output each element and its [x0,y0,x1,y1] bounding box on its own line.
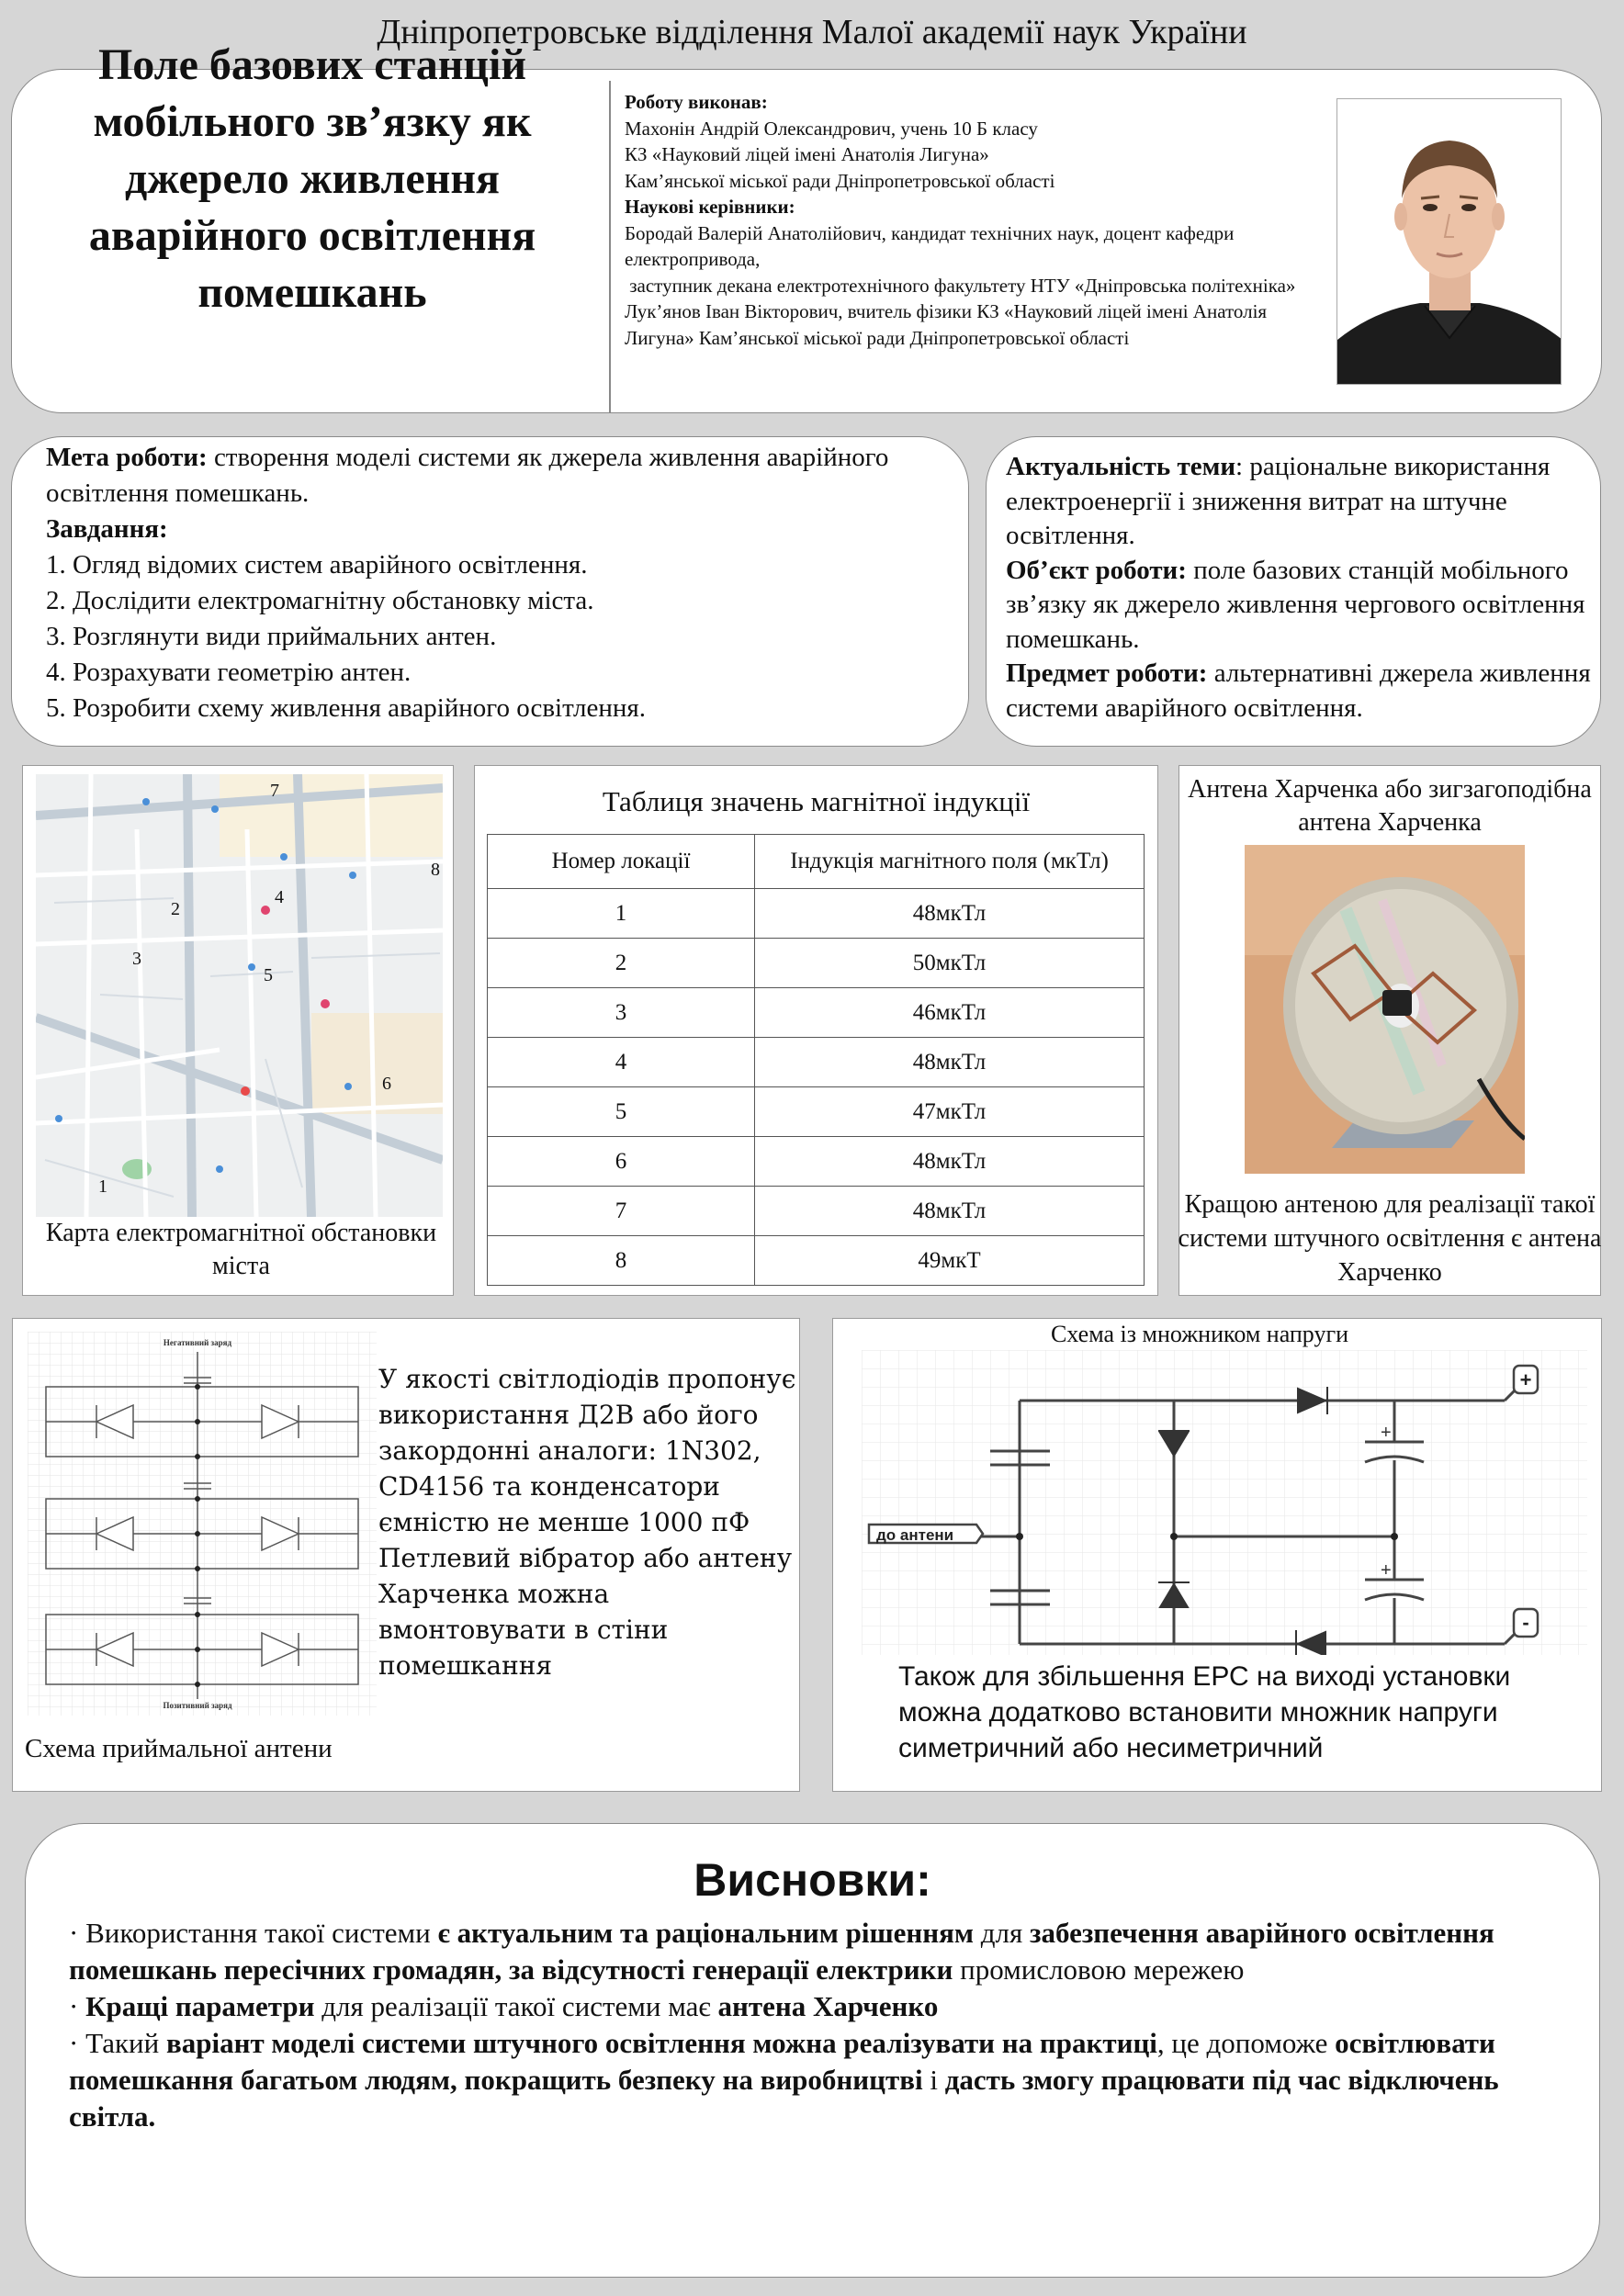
capacitor-polarity: + [1381,1423,1392,1443]
scheme-caption: Схема приймальної антени [25,1734,333,1763]
task-item: 1. Огляд відомих систем аварійного освітлення. [46,550,588,580]
table-row [488,889,1145,939]
antenna-scheme-diagram [28,1332,377,1716]
table-cell: 46мкТл [755,988,1145,1038]
table-cell: 8 [488,1236,755,1286]
positive-charge-label: Позитивний заряд [163,1701,232,1710]
task-item: 2. Дослідити електромагнітну обстановку міста. [46,586,594,615]
antenna-photo [1245,845,1525,1174]
conclusion-emphasis: Кращі параметри [85,1990,315,2022]
title-divider [609,81,611,413]
goal-label: Мета роботи: [46,443,208,472]
induction-table [487,834,1145,1286]
author-block [625,89,1323,351]
map-marker: 3 [132,949,141,969]
author-city: Кам’янської міської ради Дніпропетровської області [625,169,1055,192]
conclusions-title: Висновки: [694,1854,931,1906]
table-cell: 4 [488,1038,755,1087]
author-heading: Роботу виконав: [625,91,768,113]
multiplier-title: Схема із множником напруги [1050,1321,1349,1347]
table-cell: 5 [488,1087,755,1137]
task-item: 3. Розглянути види приймальних антен. [46,622,497,651]
table-cell: 7 [488,1187,755,1236]
tasks-label: Завдання: [46,514,168,544]
negative-charge-label: Негативний заряд [163,1338,232,1347]
to-antenna-label: до антени [876,1526,954,1544]
table-cell: 48мкТл [755,1187,1145,1236]
conclusion-emphasis: дасть змогу працювати під час відключень світла. [69,2064,1499,2133]
conclusion-item [69,2025,1575,2135]
conclusion-fragment: · [69,1990,86,2022]
table-cell: 49мкТ [755,1236,1145,1286]
capacitor-polarity: + [1381,1560,1392,1581]
table-cell: 47мкТл [755,1087,1145,1137]
poster-title: Поле базових станцій мобільного зв’язку як джерело живлення аварійного освітлення помешкань [88,40,536,317]
author-photo [1336,98,1562,385]
table-header-row [488,835,1145,889]
supervisors-heading: Наукові керівники: [625,196,795,218]
conclusion-emphasis: антена Харченко [717,1990,939,2022]
multiplier-description: Також для збільшення ЕРС на виході установки можна додатково встановити множник напруги симетричний або несиметричний [898,1661,1511,1763]
table-header: Номер локації [488,835,755,889]
conclusion-fragment: · Такий [69,2027,166,2059]
voltage-multiplier-scheme [862,1350,1587,1655]
page-header: Дніпропетровське відділення Малої академії наук України [377,13,1247,51]
map-caption: Карта електромагнітної обстановки міста [45,1219,437,1280]
city-map [36,774,443,1217]
table-row [488,1187,1145,1236]
subject-label: Предмет роботи: [1006,658,1208,688]
table-row [488,1087,1145,1137]
supervisor-1-line-2: заступник декана електротехнічного факультету НТУ «Дніпровська політехніка» [625,274,1296,297]
table-cell: 6 [488,1137,755,1187]
map-marker: 4 [275,887,284,907]
conclusion-fragment: для реалізації такої системи має [314,1990,718,2022]
conclusion-item [69,1915,1575,1988]
table-row [488,988,1145,1038]
conclusion-item [69,1988,1575,2025]
conclusion-fragment: промисловою мережею [953,1953,1245,1986]
antenna-caption: Кращою антеною для реалізації такої системи штучного освітлення є антена Харченко [1178,1190,1602,1287]
table-cell: 48мкТл [755,1137,1145,1187]
map-marker: 8 [431,860,440,880]
table-cell: 1 [488,889,755,939]
author-name: Махонін Андрій Олександрович, учень 10 Б класу [625,117,1038,140]
object-value: поле базових станцій мобільного зв’язку як джерело живлення чергового освітлення помешкань. [1006,555,1585,654]
conclusion-emphasis: є актуальним та раціональним рішенням [437,1917,975,1949]
receiving-antenna-scheme [28,1332,377,1716]
map-marker: 5 [264,965,273,985]
scheme-description: У якості світлодіодів пропонує використання Д2В або його закордонні аналоги: 1N302, CD4156 та конденсатори ємністю не менше 1000 пФ Петлевий вібратор або антену Харченка можна вмонтовувати в стіни помешкання [378,1364,796,1681]
goals-text [46,440,955,726]
output-plus-icon: + [1519,1368,1532,1391]
table-row [488,1137,1145,1187]
task-item: 4. Розрахувати геометрію антен. [46,658,412,687]
map-marker: 1 [98,1176,107,1197]
conclusions-text [69,1915,1575,2135]
map-marker: 7 [270,781,279,801]
conclusion-emphasis: освітлювати помешкання багатьом людям, покращить безпеку на виробництві [69,2027,1495,2096]
supervisor-1-line-1: Бородай Валерій Анатолійович, кандидат технічних наук, доцент кафедри електропривода, [625,221,1235,270]
map-graphic [36,774,443,1217]
author-portrait [1337,99,1562,385]
conclusion-emphasis: забезпечення аварійного освітлення помешкань пересічних громадян, за відсутності генерації електрики [69,1917,1494,1986]
conclusion-fragment: , це допоможе [1156,2027,1336,2059]
table-cell: 48мкТл [755,1038,1145,1087]
output-minus-icon: - [1522,1611,1529,1634]
table-row [488,1236,1145,1286]
table-cell: 3 [488,988,755,1038]
goal-text: створення моделі системи як джерела живлення аварійного освітлення помешкань. [46,443,889,508]
table-row [488,1038,1145,1087]
table-title: Таблиця значень магнітної індукції [602,785,1031,817]
relevance-text [1006,450,1603,726]
map-marker: 2 [171,899,180,919]
task-item: 5. Розробити схему живлення аварійного освітлення. [46,693,646,723]
map-marker: 6 [382,1074,391,1094]
table-cell: 2 [488,939,755,988]
table-row [488,939,1145,988]
conclusion-fragment: для [974,1917,1031,1949]
conclusion-fragment: · Використання такої системи [69,1917,438,1949]
conclusion-fragment: і [922,2064,945,2096]
table-cell: 50мкТл [755,939,1145,988]
relevance-label: Актуальність теми [1006,452,1236,481]
supervisor-2: Лук’янов Іван Вікторович, вчитель фізики КЗ «Науковий ліцей імені Анатолія Лигуна» Кам’янської міської ради Дніпропетровської області [625,300,1268,349]
table-cell: 48мкТл [755,889,1145,939]
table-header: Індукція магнітного поля (мкТл) [755,835,1145,889]
multiplier-diagram [862,1350,1587,1655]
author-school: КЗ «Науковий ліцей імені Анатолія Лигуна» [625,143,989,165]
antenna-title: Антена Харченка або зигзагоподібна антена Харченка [1188,775,1592,837]
conclusion-emphasis: варіант моделі системи штучного освітлення можна реалізувати на практиці [166,2027,1157,2059]
antenna-illustration [1245,845,1525,1174]
subject-value: альтернативні джерела живлення системи аварійного освітлення. [1006,658,1591,723]
relevance-value: : раціональне використання електроенергії і зниження витрат на штучне освітлення. [1006,452,1551,550]
object-label: Об’єкт роботи: [1006,555,1187,585]
